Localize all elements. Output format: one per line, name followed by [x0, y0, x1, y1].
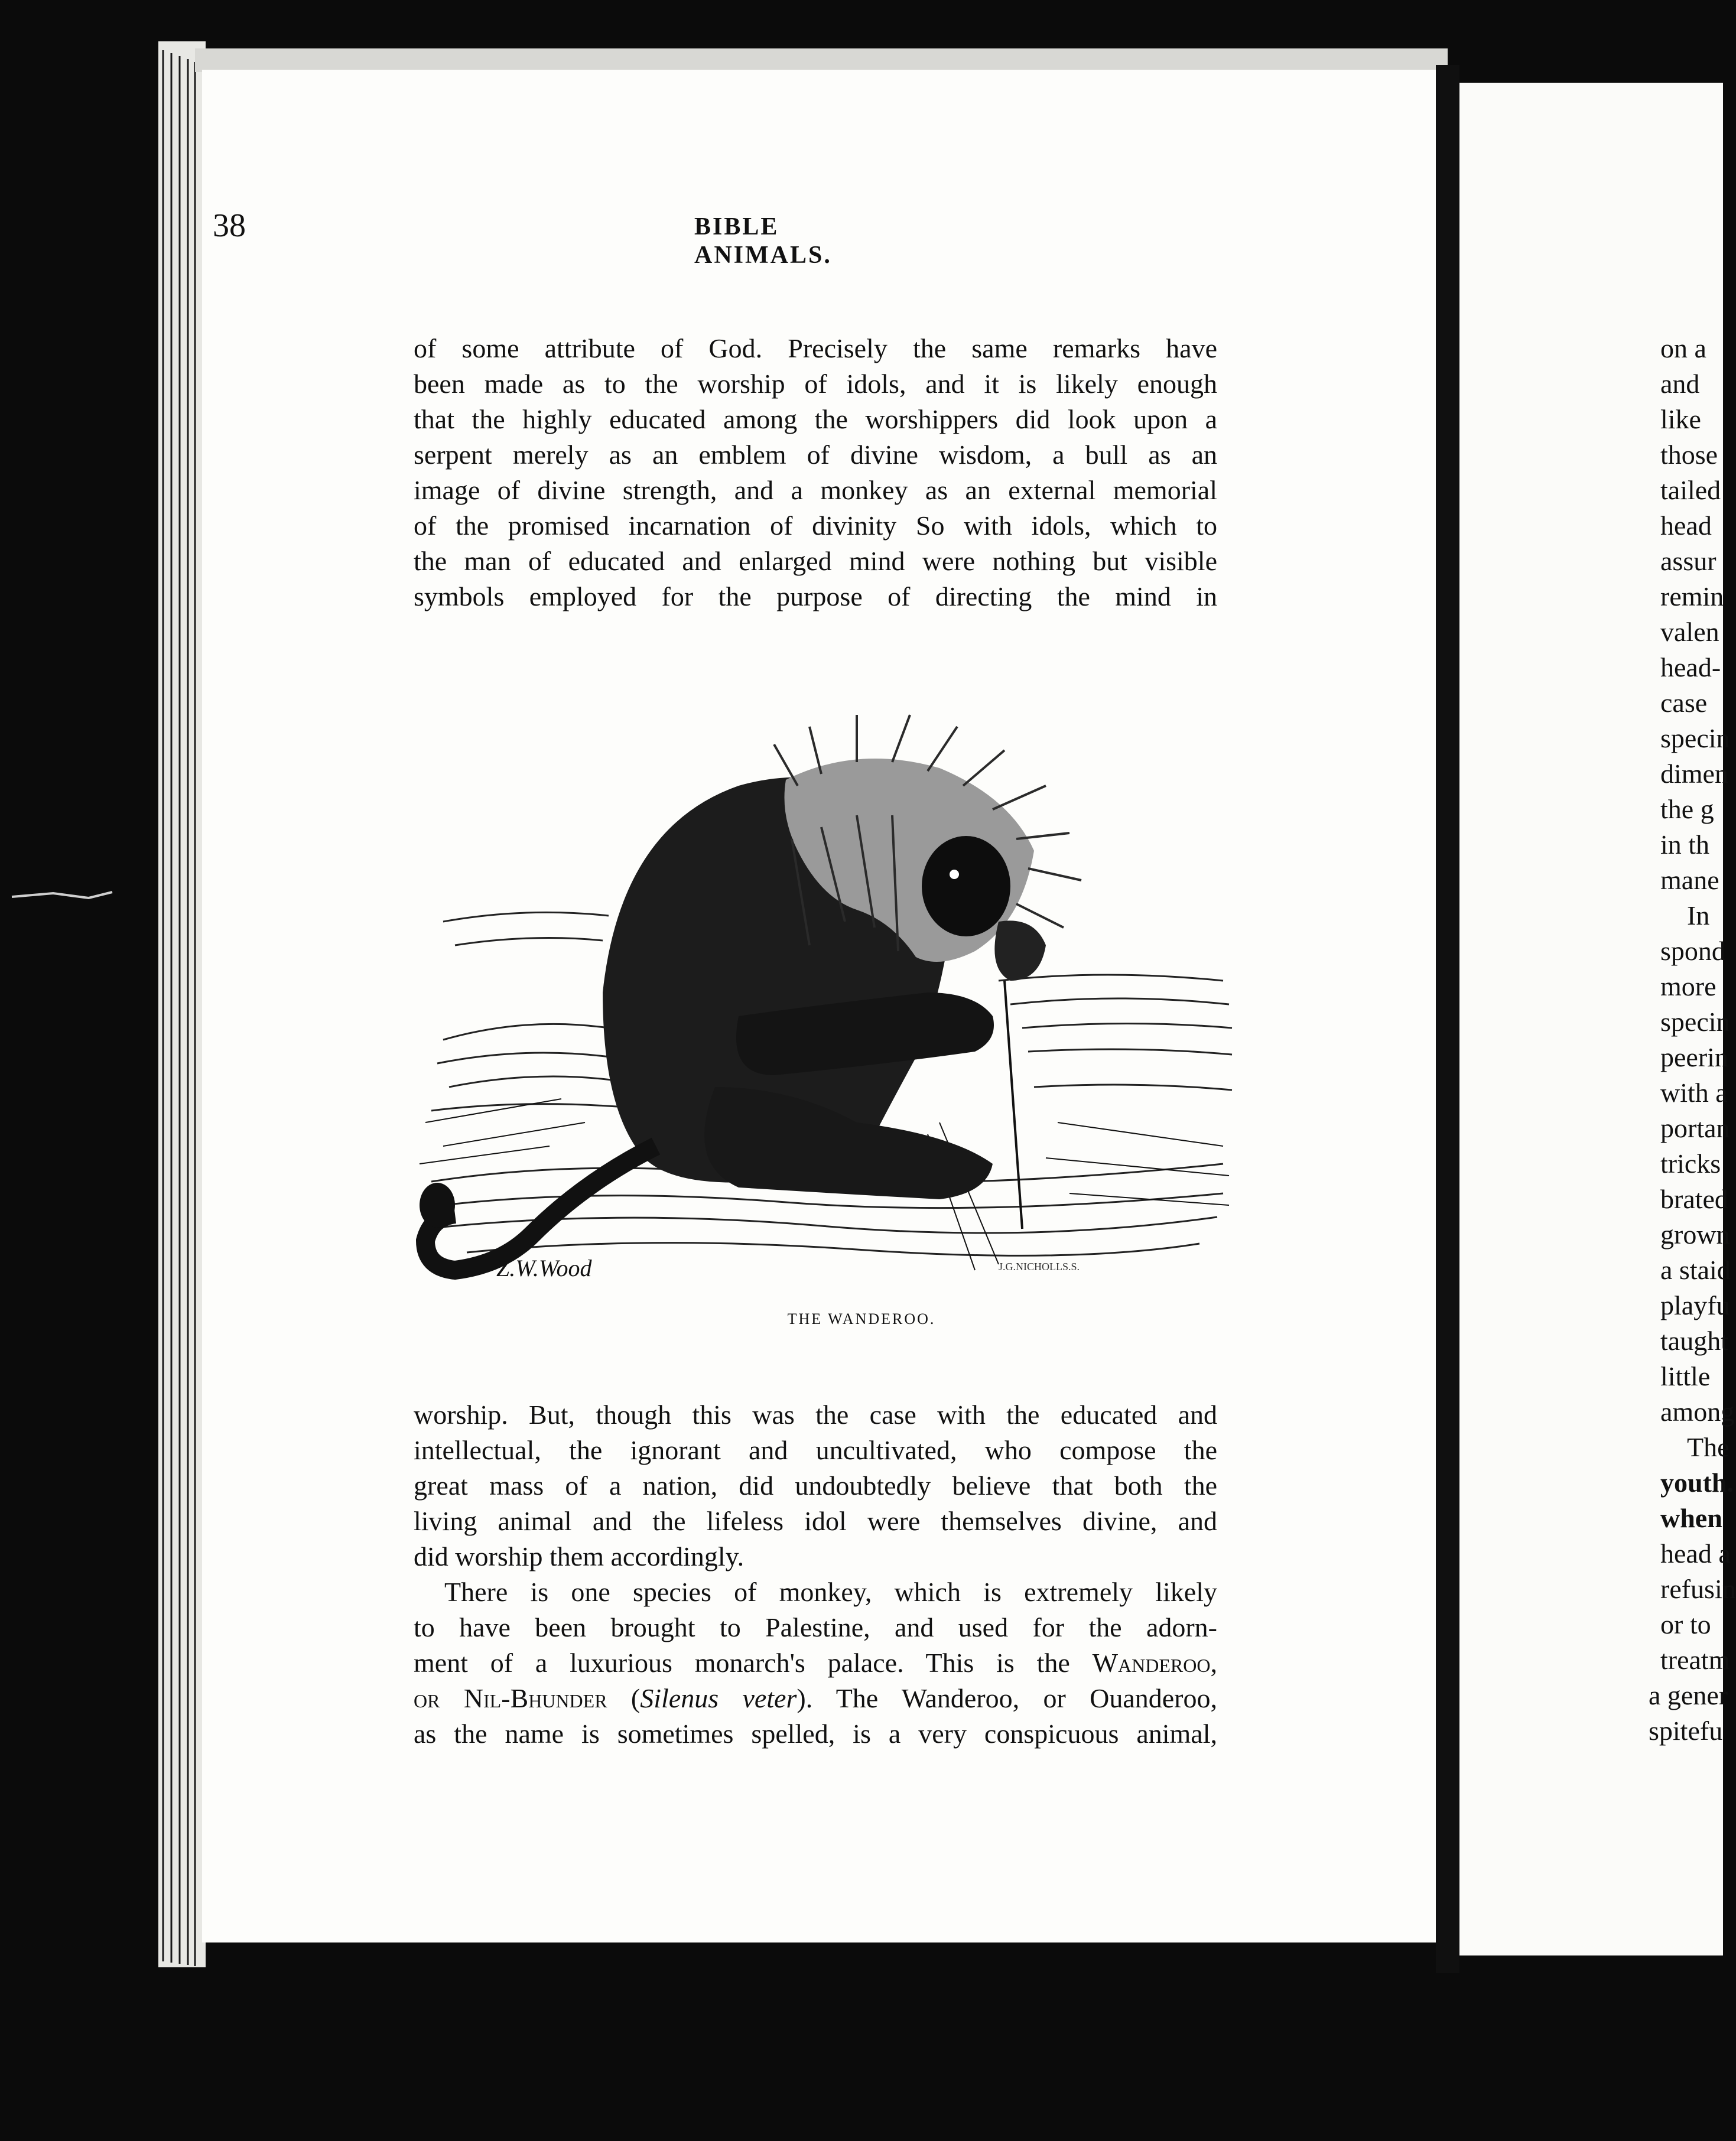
wanderoo-engraving — [408, 673, 1235, 1306]
fragment-line: mane — [1660, 865, 1719, 895]
fragment-line: grown — [1660, 1219, 1730, 1250]
text-line: of the promised incarnation of divinity So with idols, which to — [414, 510, 1217, 541]
fragment-line: little — [1660, 1361, 1711, 1391]
fragment-line: more — [1660, 971, 1717, 1001]
fragment-line: head — [1660, 510, 1712, 541]
wanderoo-figure — [420, 715, 1081, 1270]
fragment-line: specin — [1660, 723, 1730, 753]
fragment-line: or to — [1660, 1609, 1711, 1639]
fragment-line: remin — [1660, 581, 1724, 611]
text-line: symbols employed for the purpose of directing the mind in — [414, 581, 1217, 611]
fragment-line: taught — [1660, 1326, 1728, 1356]
fragment-line: with a — [1660, 1078, 1728, 1108]
fragment-line: spond — [1660, 936, 1725, 966]
text-line: to have been brought to Palestine, and used for the adorn- — [414, 1612, 1217, 1642]
fragment-line: peerin — [1660, 1042, 1728, 1072]
text-line: the man of educated and enlarged mind were nothing but visible — [414, 546, 1217, 576]
fragment-line: In — [1687, 900, 1710, 930]
fragment-line: the g — [1660, 794, 1714, 824]
fragment-line: like — [1660, 404, 1701, 434]
fragment-line: head- — [1660, 652, 1721, 682]
artist-signature: Z.W.Wood — [496, 1255, 592, 1281]
fragment-line: dimen — [1660, 759, 1728, 789]
fragment-line: The — [1687, 1432, 1730, 1462]
fragment-line: case — [1660, 688, 1708, 718]
fragment-line: brated — [1660, 1184, 1728, 1214]
fragment-line: among — [1660, 1397, 1735, 1427]
fragment-line: those — [1660, 440, 1718, 470]
text-line: image of divine strength, and a monkey as an external memorial — [414, 475, 1217, 505]
page-number: 38 — [213, 207, 246, 244]
fragment-line: when — [1660, 1503, 1722, 1533]
figure-caption: THE WANDEROO. — [787, 1310, 936, 1327]
text-line — [414, 1645, 1217, 1681]
text-line: worship. But, though this was the case with the educated and — [414, 1400, 1217, 1430]
species-name-wanderoo: Wanderoo, — [1092, 1648, 1217, 1678]
latin-name: Silenus veter — [640, 1683, 797, 1713]
text-line: as the name is sometimes spelled, is a very conspicuous animal, — [414, 1719, 1217, 1749]
fragment-line: tricks — [1660, 1148, 1721, 1179]
fragment-line: spitefu — [1649, 1716, 1723, 1746]
text-line: intellectual, the ignorant and uncultivated, who compose the — [414, 1435, 1217, 1465]
text-line: living animal and the lifeless idol were themselves divine, and — [414, 1506, 1217, 1536]
header-title: BIBLE ANIMALS. — [694, 213, 832, 269]
fragment-line: refusin — [1660, 1574, 1736, 1604]
fragment-line: in th — [1660, 829, 1710, 860]
fragment-line: treatm — [1660, 1645, 1730, 1675]
text-line: serpent merely as an emblem of divine wisdom, a bull as an — [414, 440, 1217, 470]
text-line: that the highly educated among the worshippers did look upon a — [414, 404, 1217, 434]
fragment-line: and — [1660, 369, 1700, 399]
fragment-line: assur — [1660, 546, 1717, 576]
species-name-nil-bhunder: or Nil-Bhunder — [414, 1683, 607, 1713]
text-line — [414, 1681, 1217, 1716]
fragment-line: portan — [1660, 1113, 1730, 1143]
fragment-line: on a — [1660, 333, 1706, 363]
fragment-line: a gener — [1649, 1680, 1728, 1710]
text-span: ment of a luxurious monarch's palace. This is the — [414, 1648, 1093, 1678]
text-span: ( — [607, 1683, 641, 1713]
text-line: There is one species of monkey, which is extremely likely — [444, 1577, 1217, 1607]
text-span: ). The Wanderoo, or Ouanderoo, — [797, 1683, 1217, 1713]
text-line: been made as to the worship of idols, and it is likely enough — [414, 369, 1217, 399]
fragment-line: youth. — [1660, 1468, 1734, 1498]
text-line: did worship them accordingly. — [414, 1541, 745, 1571]
fragment-line: valen — [1660, 617, 1719, 647]
engraver-signature: J.G.NICHOLLS.S. — [999, 1261, 1080, 1273]
text-line: of some attribute of God. Precisely the same remarks have — [414, 333, 1217, 363]
fragment-line: head a — [1660, 1538, 1731, 1569]
fragment-line: a staid — [1660, 1255, 1731, 1285]
text-line: great mass of a nation, did undoubtedly believe that both the — [414, 1470, 1217, 1501]
fragment-line: tailed — [1660, 475, 1721, 505]
fragment-line: playfu — [1660, 1290, 1730, 1320]
fragment-line: specin — [1660, 1007, 1730, 1037]
